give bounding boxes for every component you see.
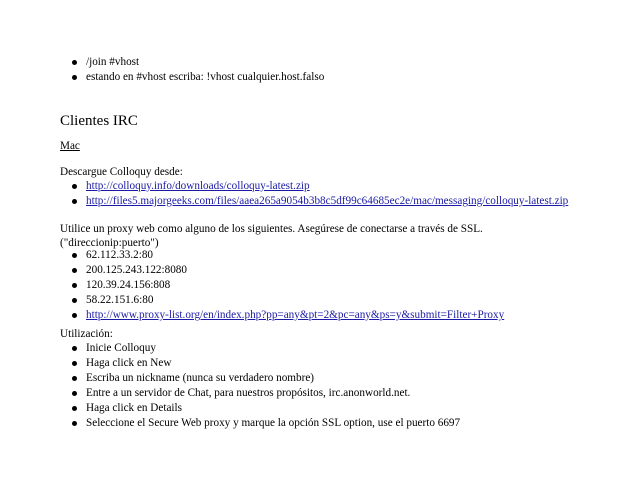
section-title: Clientes IRC [60, 113, 138, 129]
proxy-instructions-text: Utilice un proxy web como alguno de los siguientes. Asegúrese de conectarse a través de SSL. [60, 223, 483, 235]
list-item [60, 179, 568, 194]
bullet-icon [72, 391, 77, 396]
vhost-instructions-list [60, 55, 324, 85]
step-text: Inicie Colloquy [86, 342, 156, 354]
list-item [60, 293, 504, 308]
list-item [60, 263, 504, 278]
majorgeeks-download-link[interactable]: http://files5.majorgeeks.com/files/aaea265a9054b3b8c5df99c64685ec2e/mac/messaging/colloquy-latest.zip [86, 195, 569, 207]
mac-link[interactable]: Mac [60, 140, 80, 152]
usage-title: Utilización: [60, 328, 113, 340]
list-item [60, 278, 504, 293]
step-text: Seleccione el Secure Web proxy y marque la opción SSL option, use el puerto 6697 [86, 417, 461, 429]
list-item [60, 70, 324, 85]
bullet-icon [72, 75, 77, 80]
list-item-text: /join #vhost [86, 56, 140, 68]
bullet-icon [72, 406, 77, 411]
step-text: Escriba un nickname (nunca su verdadero nombre) [86, 372, 315, 384]
list-item [60, 308, 504, 323]
bullet-icon [72, 313, 77, 318]
bullet-icon [72, 283, 77, 288]
colloquy-download-link[interactable]: http://colloquy.info/downloads/colloquy-latest.zip [86, 180, 310, 192]
proxy-list [60, 248, 504, 323]
bullet-icon [72, 60, 77, 65]
list-item [60, 356, 460, 371]
bullet-icon [72, 199, 77, 204]
list-item [60, 341, 460, 356]
list-item [60, 401, 460, 416]
proxy-address: 58.22.151.6:80 [86, 294, 154, 306]
bullet-icon [72, 253, 77, 258]
list-item-text: estando en #vhost escriba: !vhost cualquier.host.falso [86, 71, 325, 83]
step-text: Haga click en New [86, 357, 172, 369]
usage-steps-list [60, 341, 460, 431]
list-item [60, 416, 460, 431]
download-links-list [60, 179, 568, 209]
bullet-icon [72, 421, 77, 426]
download-intro-text: Descargue Colloquy desde: [60, 166, 183, 178]
step-text: Entre a un servidor de Chat, para nuestros propósitos, irc.anonworld.net. [86, 387, 411, 399]
bullet-icon [72, 184, 77, 189]
list-item [60, 194, 568, 209]
proxy-list-link[interactable]: http://www.proxy-list.org/en/index.php?pp=any&pt=2&pc=any&ps=y&submit=Filter+Proxy [86, 309, 505, 321]
bullet-icon [72, 361, 77, 366]
bullet-icon [72, 346, 77, 351]
bullet-icon [72, 268, 77, 273]
list-item [60, 386, 460, 401]
list-item [60, 55, 324, 70]
bullet-icon [72, 298, 77, 303]
proxy-address: 62.112.33.2:80 [86, 249, 154, 261]
step-text: Haga click en Details [86, 402, 182, 414]
list-item [60, 248, 504, 263]
bullet-icon [72, 376, 77, 381]
proxy-address: 120.39.24.156:808 [86, 279, 171, 291]
proxy-format-text: ("direccionip:puerto") [60, 237, 159, 249]
proxy-address: 200.125.243.122:8080 [86, 264, 187, 276]
list-item [60, 371, 460, 386]
